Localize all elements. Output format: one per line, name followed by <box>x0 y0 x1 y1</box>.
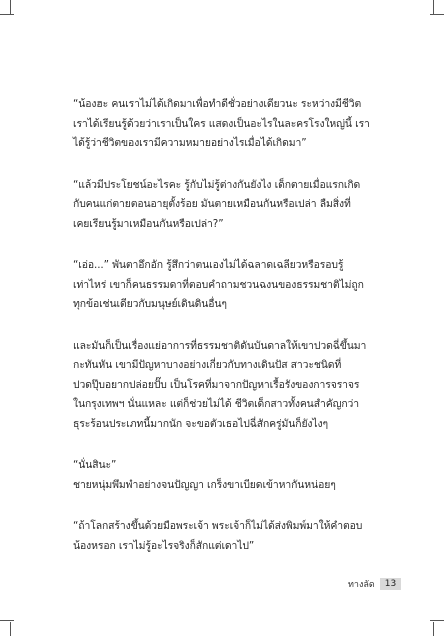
text-line: เราได้เรียนรู้ด้วยว่าเราเป็นใคร แสดงเป็นอะไรในละครโรงใหญ่นี้ เรา <box>73 117 370 130</box>
text-line: “นั่นสินะ” <box>73 459 117 471</box>
text-line: เคยเรียนรู้มาเหมือนกันหรือเปล่า?” <box>73 217 224 230</box>
crop-mark-top-right <box>430 14 444 15</box>
crop-mark-top-left <box>10 0 11 14</box>
paragraph <box>73 176 373 235</box>
text-line: ชายหนุ่มพึมพำอย่างจนปัญญา เกร็งขาเบียดเข้าหากันหน่อยๆ <box>73 478 336 491</box>
paragraph <box>73 456 373 495</box>
crop-mark-bottom-left <box>0 620 14 621</box>
page-number: 13 <box>380 578 401 590</box>
text-line: “เอ่อ...” พันตาอึกอัก รู้สึกว่าตนเองไม่ได้ฉลาดเฉลียวหรือรอบรู้ <box>73 259 344 271</box>
crop-mark-bottom-right <box>433 622 434 636</box>
text-line: ทุกข้อเช่นเดียวกับมนุษย์เดินดินอื่นๆ <box>73 298 227 310</box>
running-title: ทางลัด <box>348 580 375 590</box>
body-text <box>73 95 373 578</box>
text-line: เท่าไหร่ เขาก็คนธรรมดาที่ตอบคำถามชวนฉงนของธรรมชาติไม่ถูก <box>73 278 364 291</box>
text-line: ในกรุงเทพฯ นั่นแหละ แต่ก็ช่วยไม่ได้ ชีวิตเด็กสาวทั้งคนสำคัญกว่า <box>73 398 360 410</box>
paragraph <box>73 95 373 154</box>
text-line: และมันก็เป็นเรื่องแย่อาการที่ธรรมชาติดันบันดาลให้เขาปวดฉี่ขึ้นมา <box>73 339 367 352</box>
paragraph <box>73 517 373 556</box>
paragraph <box>73 337 373 435</box>
text-line: “แล้วมีประโยชน์อะไรคะ รู้กับไม่รู้ต่างกันยังไง เด็กตายเมื่อแรกเกิด <box>73 178 361 191</box>
text-line: “ถ้าโลกสร้างขึ้นด้วยมือพระเจ้า พระเจ้าก็ไม่ได้ส่งพิมพ์มาให้คำตอบ <box>73 520 363 532</box>
text-line: กับคนแก่ตายตอนอายุตั้งร้อย มันตายเหมือนกันหรือเปล่า ลืมสิ่งที่ <box>73 198 351 210</box>
text-line: ปวดปุ๊บอยากปล่อยปั๊บ เป็นโรคที่มาจากปัญหาเรื้อรังของการจราจร <box>73 378 360 391</box>
page-footer <box>348 577 401 591</box>
text-line: ได้รู้ว่าชีวิตของเรามีความหมายอย่างไรเมื่อได้เกิดมา” <box>73 137 307 149</box>
text-line: “น้องฮะ คนเราไม่ได้เกิดมาเพื่อทำดีชั่วอย่างเดียวนะ ระหว่างมีชีวิต <box>73 98 362 110</box>
crop-mark-top-left <box>0 14 14 15</box>
text-line: น้องหรอก เราไม่รู้อะไรจริงก็สักแต่เดาไป” <box>73 539 255 552</box>
crop-mark-bottom-right <box>430 620 444 621</box>
paragraph <box>73 256 373 315</box>
text-line: ธุระร้อนประเภทนี้มากนัก จะขอตัวเธอไปฉี่สักครู่มันก็ยังไงๆ <box>73 417 328 430</box>
crop-mark-bottom-left <box>10 622 11 636</box>
text-line: กะทันหัน เขามีปัญหาบางอย่างเกี่ยวกับทางเดินปัส สาวะชนิดที่ <box>73 359 342 371</box>
crop-mark-top-right <box>433 0 434 14</box>
